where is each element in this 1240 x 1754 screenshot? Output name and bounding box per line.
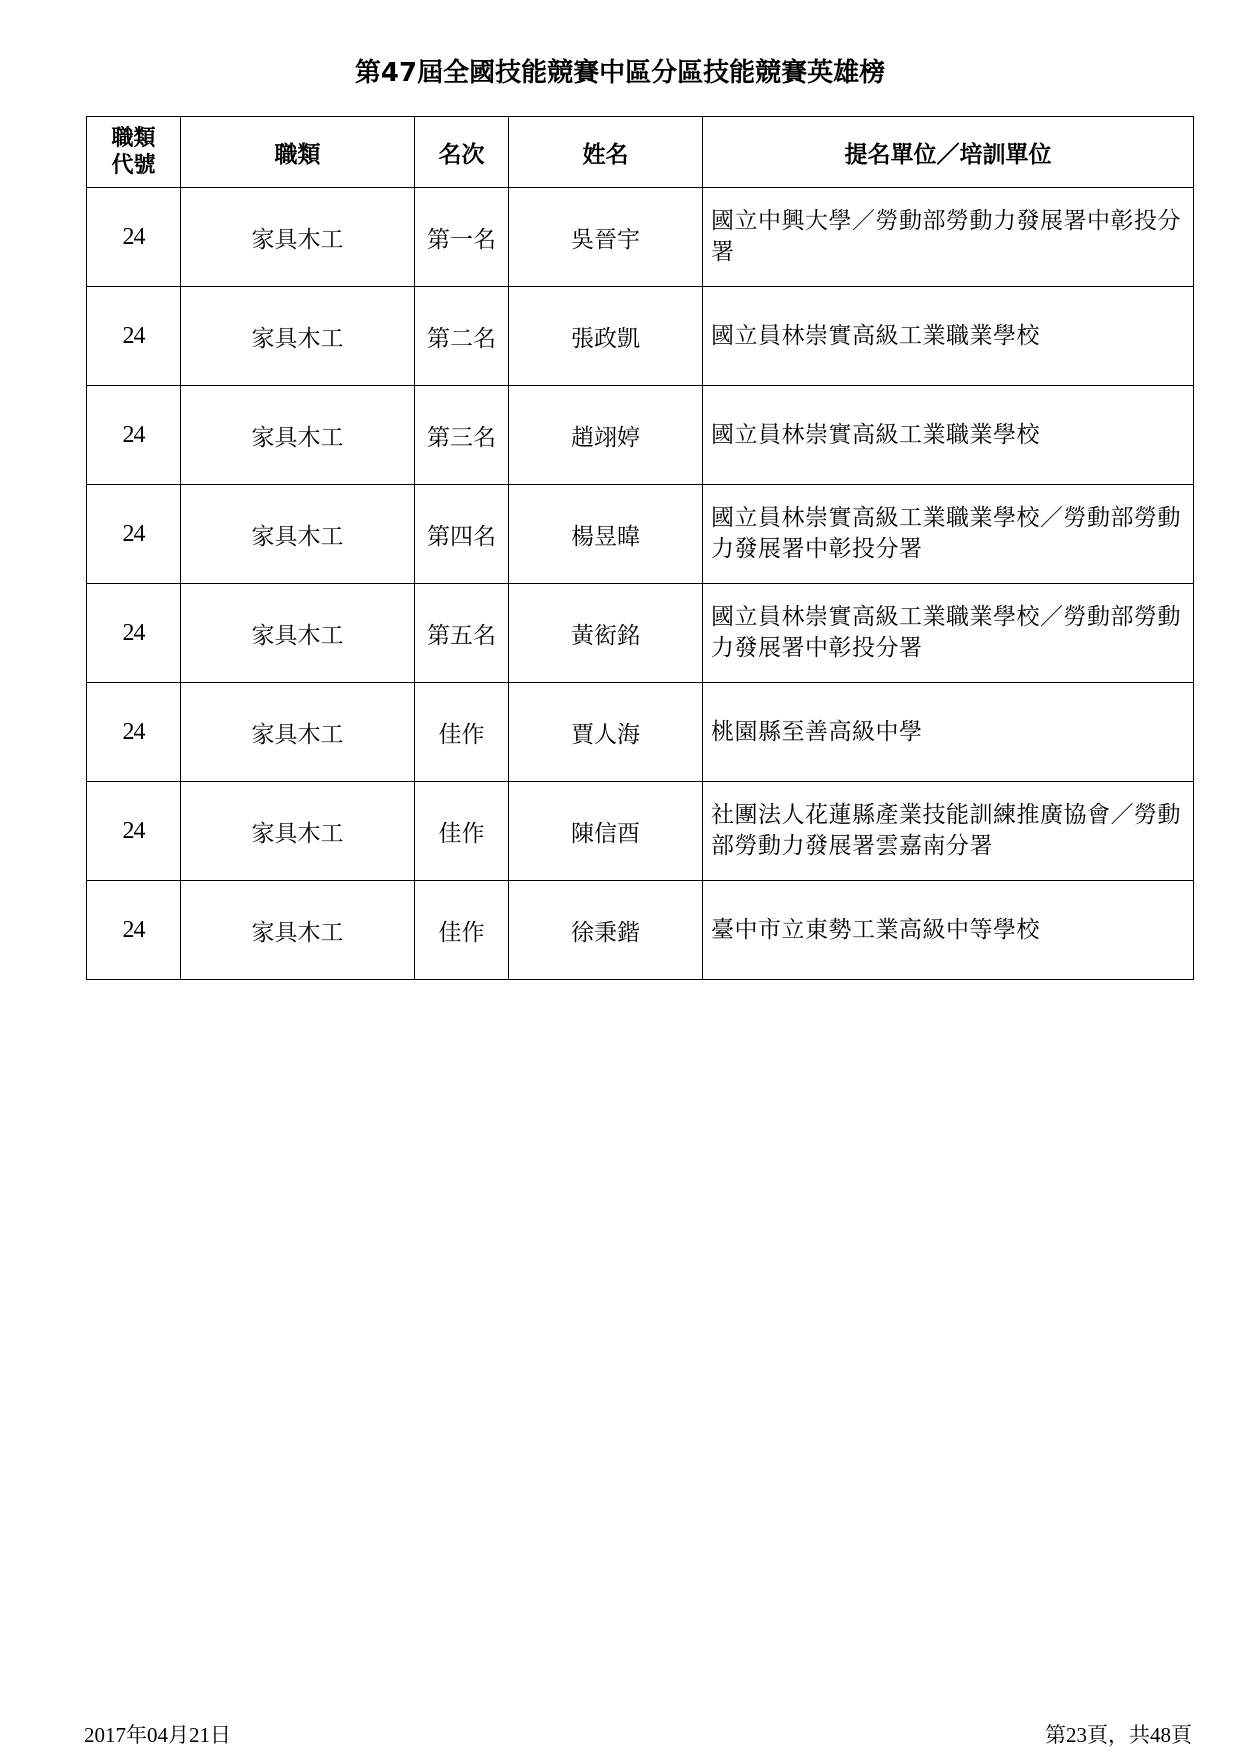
cell-code: 24 xyxy=(87,782,181,881)
cell-name: 張政凱 xyxy=(509,287,703,386)
cell-unit: 國立員林崇實高級工業職業學校／勞動部勞動力發展署中彰投分署 xyxy=(703,584,1194,683)
cell-code: 24 xyxy=(87,881,181,980)
table-row xyxy=(87,188,1194,287)
cell-unit: 國立中興大學／勞動部勞動力發展署中彰投分署 xyxy=(703,188,1194,287)
cell-category: 家具木工 xyxy=(181,386,415,485)
cell-rank: 第二名 xyxy=(415,287,509,386)
cell-rank: 第五名 xyxy=(415,584,509,683)
header-category: 職類 xyxy=(181,117,415,188)
cell-name: 吳晉宇 xyxy=(509,188,703,287)
cell-unit: 國立員林崇實高級工業職業學校 xyxy=(703,386,1194,485)
cell-unit: 桃園縣至善高級中學 xyxy=(703,683,1194,782)
cell-category: 家具木工 xyxy=(181,287,415,386)
cell-code: 24 xyxy=(87,584,181,683)
cell-name: 賈人海 xyxy=(509,683,703,782)
cell-category: 家具木工 xyxy=(181,188,415,287)
table-row xyxy=(87,287,1194,386)
cell-name: 陳信酉 xyxy=(509,782,703,881)
cell-category: 家具木工 xyxy=(181,584,415,683)
cell-unit: 社團法人花蓮縣產業技能訓練推廣協會／勞動部勞動力發展署雲嘉南分署 xyxy=(703,782,1194,881)
page-title: 第47屆全國技能競賽中區分區技能競賽英雄榜 xyxy=(354,58,886,88)
hero-roster-table xyxy=(86,116,1194,980)
cell-category: 家具木工 xyxy=(181,683,415,782)
table-row xyxy=(87,386,1194,485)
header-name: 姓名 xyxy=(509,117,703,188)
header-category-code xyxy=(87,117,181,188)
cell-rank: 佳作 xyxy=(415,881,509,980)
cell-name: 趙翊婷 xyxy=(509,386,703,485)
cell-unit: 國立員林崇實高級工業職業學校／勞動部勞動力發展署中彰投分署 xyxy=(703,485,1194,584)
cell-code: 24 xyxy=(87,683,181,782)
cell-code: 24 xyxy=(87,386,181,485)
table-row xyxy=(87,782,1194,881)
cell-code: 24 xyxy=(87,188,181,287)
header-unit: 提名單位／培訓單位 xyxy=(703,117,1194,188)
table-header-row xyxy=(87,117,1194,188)
cell-code: 24 xyxy=(87,287,181,386)
footer-page-number: 第23頁，共48頁 xyxy=(1045,1723,1192,1747)
cell-name: 楊昱暐 xyxy=(509,485,703,584)
cell-name: 徐秉鍇 xyxy=(509,881,703,980)
cell-unit: 臺中市立東勢工業高級中等學校 xyxy=(703,881,1194,980)
cell-name: 黃衒銘 xyxy=(509,584,703,683)
table-row xyxy=(87,881,1194,980)
cell-rank: 佳作 xyxy=(415,683,509,782)
cell-rank: 第四名 xyxy=(415,485,509,584)
table-row xyxy=(87,485,1194,584)
cell-category: 家具木工 xyxy=(181,881,415,980)
cell-category: 家具木工 xyxy=(181,485,415,584)
cell-unit: 國立員林崇實高級工業職業學校 xyxy=(703,287,1194,386)
header-rank: 名次 xyxy=(415,117,509,188)
table-row xyxy=(87,683,1194,782)
header-code-line2: 代號 xyxy=(111,153,156,178)
cell-rank: 第一名 xyxy=(415,188,509,287)
footer-date: 2017年04月21日 xyxy=(84,1723,231,1747)
cell-rank: 佳作 xyxy=(415,782,509,881)
header-code-line1: 職類 xyxy=(111,126,156,151)
cell-code: 24 xyxy=(87,485,181,584)
cell-category: 家具木工 xyxy=(181,782,415,881)
table-row xyxy=(87,584,1194,683)
cell-rank: 第三名 xyxy=(415,386,509,485)
